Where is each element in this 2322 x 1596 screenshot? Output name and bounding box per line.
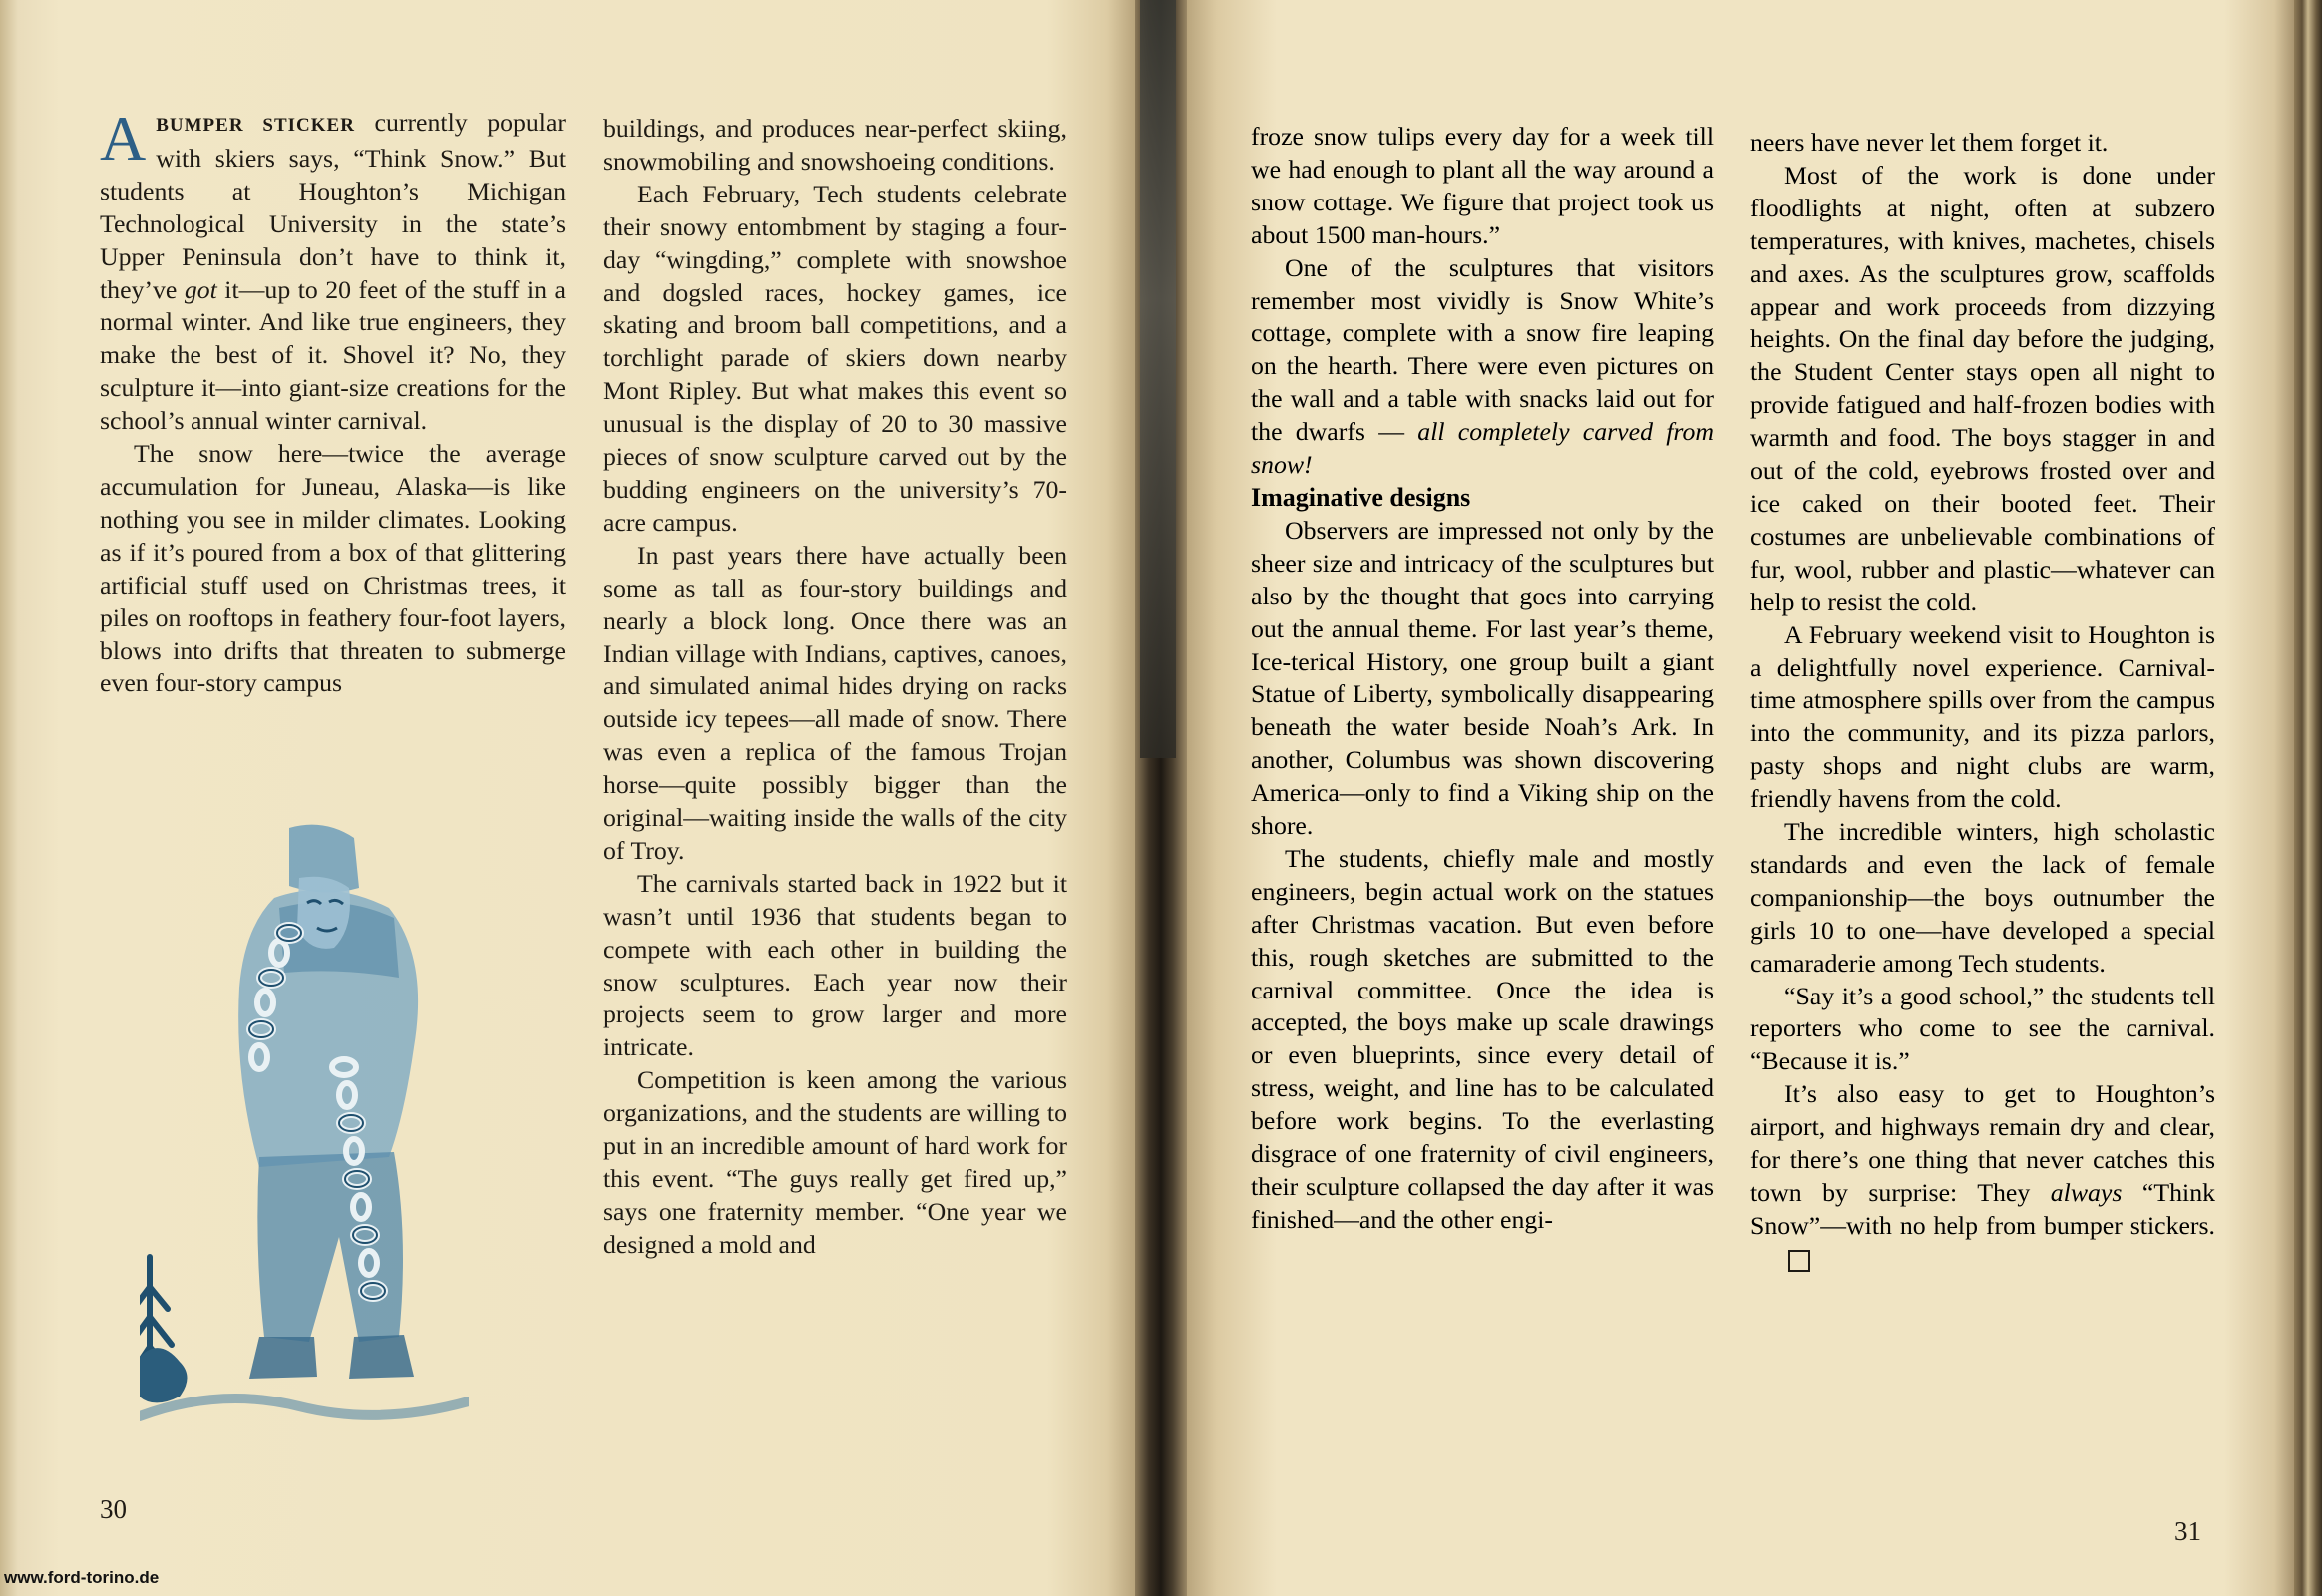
paragraph: The students, chiefly male and mostly engineers, begin actual work on the statues after Christmas vacation. But even before this, rough sketches are submitted to the carnival committee. Once the idea is accepted, the boys make up scale drawings or even blueprints, since every detail of stress, weight, and line has to be calculated before work begins. To the everlasting disgrace of one fraternity of civil engineers, their sculpture collapsed the day after it was finished—and the other engi- xyxy=(1251,843,1714,1234)
paragraph: A February weekend visit to Houghton is a delightfully novel experience. Carnival-time atmosphere spills over from the campus into the community, and its pizza parlors, pasty shops and night clubs are warm, friendly havens from the cold. xyxy=(1750,619,2215,814)
paragraph-text: It’s also easy to get to Houghton’s airport, and highways remain dry and clear, for there’s one thing that never catches this town by surprise: They xyxy=(1750,1079,2215,1207)
column-2 xyxy=(603,113,1067,1262)
left-page xyxy=(0,0,1135,1596)
emphasis-text: always xyxy=(2050,1178,2123,1207)
opening-paragraph xyxy=(100,103,567,438)
paragraph-text: One of the sculptures that visitors remember most vividly is Snow White’s cottage, complete with a snow fire leaping on the hearth. There were even pictures on the wall and a table with snacks laid out for the dwarfs — xyxy=(1251,252,1714,447)
paragraph: Competition is keen among the various organizations, and the students are willing to put in an incredible amount of hard work for this event. “The guys really get fired up,” says one fraternity member. “One year we designed a mold and xyxy=(603,1065,1067,1259)
end-mark-icon xyxy=(1788,1250,1810,1272)
paragraph: Most of the work is done under floodlights at night, often at subzero temperatures, with knives, machetes, chisels and axes. As the sculptures grow, scaffolds appear and work proceeds from dizzying heights. On the final day before the judging, the Student Center stays open all night to provide fatigued and half-frozen bodies with warmth and food. The boys stagger in and out of the cold, eyebrows frosted over and ice caked on their booted feet. Their costumes are unbelievable combinations of fur, wool, rubber and plastic—whatever can help to resist the cold. xyxy=(1750,160,2215,616)
paragraph: froze snow tulips every day for a week till we had enough to plant all the way around a snow cottage. We figure that project took us about 1500 man-hours.” xyxy=(1251,122,1714,249)
paragraph: Each February, Tech students celebrate their snowy entombment by staging a four-day “wingding,” complete with snowshoe and dogsled races, hockey games, ice skating and broom ball competitions, and a torchlight parade of skiers down nearby Mont Ripley. But what makes this event so unusual is the display of 20 to 30 massive pieces of snow sculpture carved out by the budding engineers on the university’s 70-acre campus. xyxy=(603,179,1067,537)
column-1 xyxy=(100,103,567,700)
page-edge xyxy=(2294,0,2322,1596)
paragraph-text: currently popular with skiers says, “Think Snow.” But students at Houghton’s Michigan Technological University in the state’s Upper Peninsula don’t have to think it, they’ve xyxy=(100,108,567,304)
lead-in-smallcaps: BUMPER STICKER xyxy=(156,115,355,136)
paragraph: neers have never let them forget it. xyxy=(1750,128,2109,157)
emphasis-text: got xyxy=(184,274,217,304)
gutter-shadow xyxy=(1140,0,1176,758)
paragraph: In past years there have actually been some as tall as four-story buildings and nearly a block long. Once there was an Indian village with Indians, captives, canoes, and simulated animal hides drying on racks outside icy tepees—all made of snow. There was even a replica of the famous Trojan horse—quite possibly bigger than the original—waiting inside the walls of the city of Troy. xyxy=(603,540,1067,865)
closing-paragraph xyxy=(1750,1078,2215,1275)
drop-cap: A xyxy=(100,103,147,174)
emphasis-text: all completely carved from snow! xyxy=(1251,417,1714,480)
paragraph: Observers are impressed not only by the sheer size and intricacy of the sculptures but also by the thought that goes into carrying out the annual theme. For last year’s theme, Ice-terical History, one group built a giant Statue of Liberty, symbolically disappearing beneath the water beside Noah’s Ark. In another, Columbus was shown discovering America—only to find a Viking ship on the shore. xyxy=(1251,515,1714,841)
column-3 xyxy=(1251,121,1714,1237)
paragraph-text: it—up to 20 feet of the stuff in a normal winter. And like true engineers, they make the best of it. Shovel it? No, they sculpture it—into giant-size creations for the school’s annual winter carnival. xyxy=(100,274,566,436)
paragraph: The snow here—twice the average accumulation for Juneau, Alaska—is like nothing you see in milder climates. Looking as if it’s poured from a box of that glittering artificial stuff used on Christmas trees, it piles on rooftops in feathery four-foot layers, blows into drifts that threaten to submerge even four-story campus xyxy=(100,439,566,698)
page-number-right: 31 xyxy=(2174,1516,2201,1546)
paragraph: The incredible winters, high scholastic standards and even the lack of female companionship—the boys outnumber the girls 10 to one—have developed a special camaraderie among Tech students. xyxy=(1750,817,2215,978)
paragraph: buildings, and produces near-perfect skiing, snowmobiling and snowshoeing conditions. xyxy=(603,114,1067,176)
snow-sculpture-illustration xyxy=(140,818,469,1436)
paragraph: The carnivals started back in 1922 but it wasn’t until 1936 that students began to compete with each other in building the snow sculptures. Each year now their projects seem to grow larger and more intricate. xyxy=(603,868,1067,1062)
column-4 xyxy=(1750,127,2215,1276)
section-subhead: Imaginative designs xyxy=(1251,482,1471,512)
paragraph: “Say it’s a good school,” the students tell reporters who come to see the carnival. “Because it is.” xyxy=(1750,981,2215,1076)
paragraph xyxy=(1251,252,1714,482)
page-number-left: 30 xyxy=(100,1494,127,1524)
paragraph-text: “Think Snow”—with no help from bumper stickers. xyxy=(1750,1178,2215,1240)
watermark-text: www.ford-torino.de xyxy=(4,1568,160,1587)
